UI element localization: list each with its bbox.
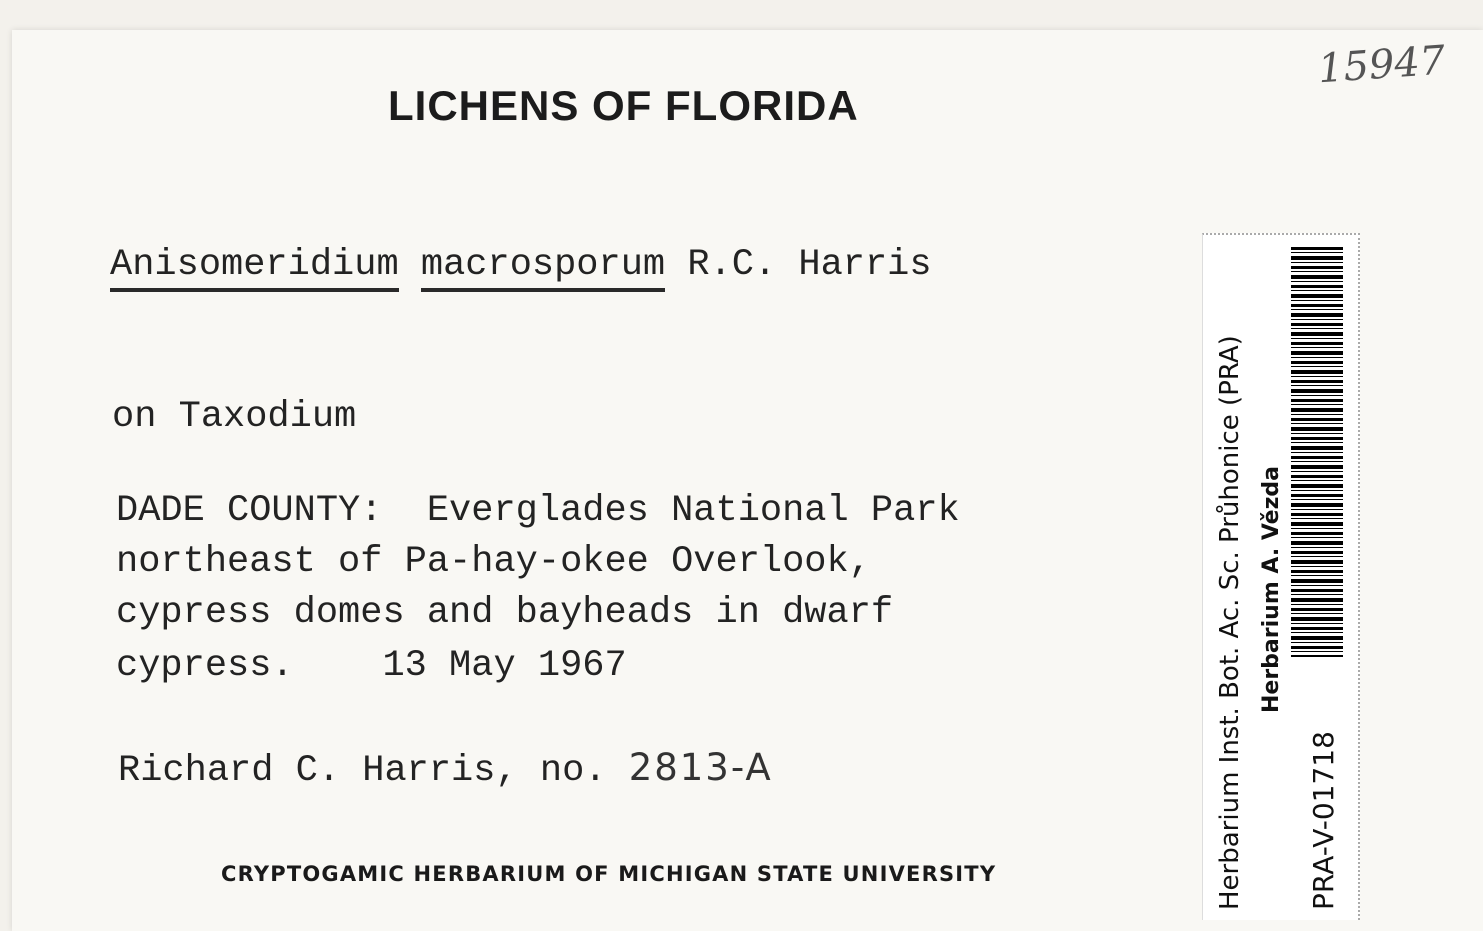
herbarium-barcode-stamp bbox=[1202, 233, 1360, 920]
locality-line-3: cypress domes and bayheads in dwarf bbox=[116, 592, 894, 634]
herbarium-footer: CRYPTOGAMIC HERBARIUM OF MICHIGAN STATE UNIVERSITY bbox=[221, 862, 997, 886]
handwritten-accession-number: 15947 bbox=[1316, 37, 1447, 93]
substrate: on Taxodium bbox=[112, 396, 357, 438]
stamp-institution: Herbarium Inst. Bot. Ac. Sc. Průhonice (PRA) bbox=[1215, 335, 1245, 910]
collector-name: Richard C. Harris, no. bbox=[118, 750, 629, 792]
stamp-barcode-id: PRA-V-01718 bbox=[1307, 731, 1340, 910]
locality-line-1: DADE COUNTY: Everglades National Park bbox=[116, 490, 960, 532]
species-name bbox=[110, 244, 932, 286]
stamp-collection: Herbarium A. Vězda bbox=[1259, 465, 1284, 713]
collection-number: 2813-A bbox=[628, 746, 773, 789]
locality-line-4: cypress. 13 May 1967 bbox=[116, 645, 627, 687]
label-heading: LICHENS OF FLORIDA bbox=[388, 82, 859, 129]
locality-line-2: northeast of Pa-hay-okee Overlook, bbox=[116, 541, 871, 583]
species-author: R.C. Harris bbox=[687, 244, 932, 286]
barcode bbox=[1291, 247, 1343, 657]
collector-line bbox=[118, 746, 773, 792]
species-epithet: macrosporum bbox=[421, 244, 665, 292]
genus-name: Anisomeridium bbox=[110, 244, 399, 292]
